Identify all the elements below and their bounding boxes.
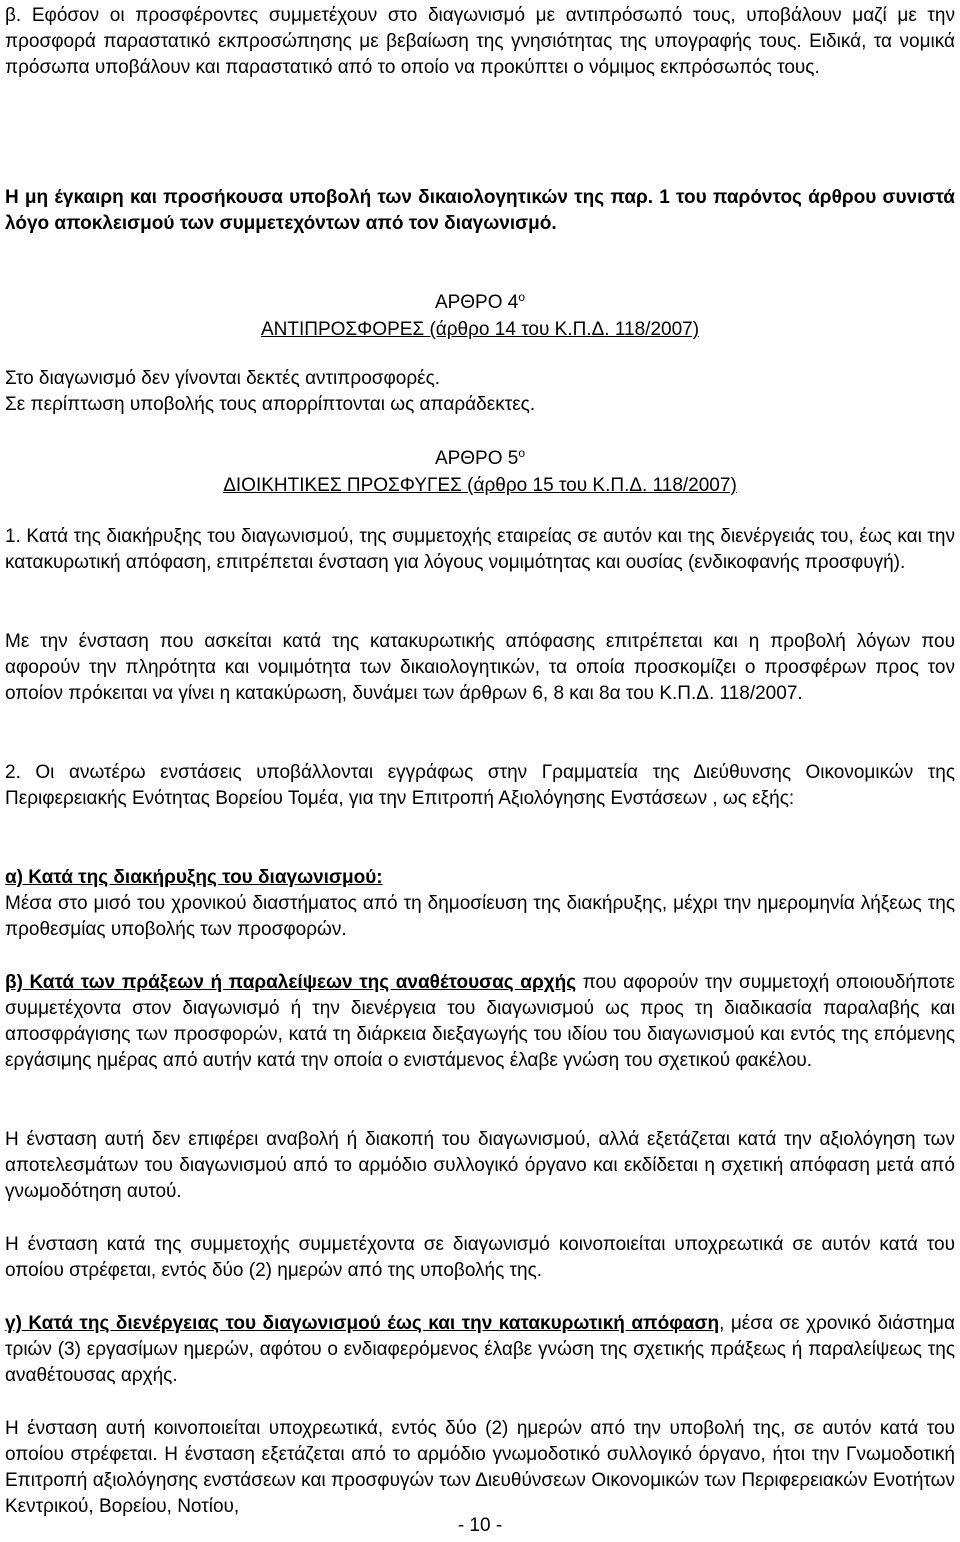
- beta-intro-paragraph: β. Εφόσον οι προσφέροντες συμμετέχουν στο διαγωνισμό με αντιπρόσωπό τους, υποβάλουν μαζί με την προσφορά παραστατικό εκπροσώπησης με βεβαίωση της γνησιότητας της υπογραφής τους. Ειδικά, τα νομικά πρόσωπα υποβάλουν και παραστατικό από το οποίο να προκύπτει ο νόμιμος εκπρόσωπός τους.: [5, 5, 955, 78]
- section-a-title: α) Κατά της διακήρυξης του διαγωνισμού:: [5, 867, 383, 888]
- section-b-paragraph-2: Η ένσταση αυτή δεν επιφέρει αναβολή ή διακοπή του διαγωνισμού, αλλά εξετάζεται κατά την αξιολόγηση των αποτελεσμάτων του διαγωνισμού από το αρμόδιο συλλογικό όργανο και εκδίδεται η σχετική απόφαση μετά από γνωμοδότηση αυτού.: [5, 1129, 955, 1202]
- article-5-ordinal: ο: [518, 446, 526, 460]
- article-5-subtitle: ΔΙΟΙΚΗΤΙΚΕΣ ΠΡΟΣΦΥΓΕΣ (άρθρο 15 του Κ.Π.Δ. 118/2007): [223, 475, 737, 496]
- article-4-ordinal: ο: [518, 290, 526, 304]
- section-a-text: Μέσα στο μισό του χρονικού διαστήματος από τη δημοσίευση της διακήρυξης, μέχρι την ημερομηνία λήξεως της προθεσμίας υποβολής των προσφορών.: [5, 893, 955, 940]
- exclusion-notice: Η μη έγκαιρη και προσήκουσα υποβολή των δικαιολογητικών της παρ. 1 του παρόντος άρθρου συνιστά λόγο αποκλεισμού των συμμετεχόντων από τον διαγωνισμό.: [5, 187, 955, 234]
- section-b-paragraph-3: Η ένσταση κατά της συμμετοχής συμμετέχοντα σε διαγωνισμό κοινοποιείται υποχρεωτικά σε αυτόν κατά του οποίου στρέφεται, εντός δύο (2) ημερών από της υποβολής της.: [5, 1234, 955, 1281]
- article-5-title: ΑΡΘΡΟ 5: [434, 448, 519, 469]
- page-number: - 10 -: [457, 1515, 503, 1536]
- section-c-paragraph: [5, 1311, 955, 1389]
- article-5-paragraph-3: 2. Οι ανωτέρω ενστάσεις υποβάλλονται εγγράφως στην Γραμματεία της Διεύθυνσης Οικονομικών της Περιφερειακής Ενότητας Βορείου Τομέα, για την Επιτροπή Αξιολόγησης Ενστάσεων , ως εξής:: [5, 762, 955, 809]
- section-c-text: , μέσα σε χρονικό διάστημα τριών (3) εργασίμων ημερών, αφότου ο ενδιαφερόμενος έλαβε γνώση της σχετικής πράξεως ή παραλείψεως της αναθέτουσας αρχής.: [5, 1313, 955, 1386]
- article-4-line-1: Στο διαγωνισμό δεν γίνονται δεκτές αντιπροσφορές.: [5, 368, 441, 389]
- article-4-line-2: Σε περίπτωση υποβολής τους απορρίπτονται ως απαράδεκτες.: [5, 394, 536, 415]
- section-b-paragraph: [5, 970, 955, 1074]
- article-4-subtitle: ΑΝΤΙΠΡΟΣΦΟΡΕΣ (άρθρο 14 του Κ.Π.Δ. 118/2007): [260, 319, 700, 340]
- article-5-paragraph-2: Με την ένσταση που ασκείται κατά της κατακυρωτικής απόφασης επιτρέπεται και η προβολή λόγων που αφορούν την πληρότητα και νομιμότητα των δικαιολογητικών, τα οποία προσκομίζει ο προσφέρων προς τον οποίον πρόκειται να γίνει η κατακύρωση, δυνάμει των άρθρων 6, 8 και 8α του Κ.Π.Δ. 118/2007.: [5, 631, 955, 704]
- section-b-title: β) Κατά των πράξεων ή παραλείψεων της αναθέτουσας αρχής: [5, 972, 577, 993]
- article-5-heading: [5, 446, 955, 499]
- article-5-paragraph-1: 1. Κατά της διακήρυξης του διαγωνισμού, της συμμετοχής εταιρείας σε αυτόν και της διενέργειάς του, έως και την κατακυρωτική απόφαση, επιτρέπεται ένσταση για λόγους νομιμότητας και ουσίας (ενδικοφανής προσφυγή).: [5, 526, 955, 573]
- article-4-heading: [5, 290, 955, 343]
- article-4-title: ΑΡΘΡΟ 4: [434, 292, 519, 313]
- section-c-title: γ) Κατά της διενέργειας του διαγωνισμού έως και την κατακυρωτική απόφαση: [5, 1313, 720, 1334]
- section-b-text: που αφορούν την συμμετοχή οποιουδήποτε συμμετέχοντα στον διαγωνισμό ή την διενέργεια του διαγωνισμού ως προς τη διαδικασία παραλαβής και αποσφράγισης των προσφορών, κατά τη διάρκεια διεξαγωγής του ιδίου του διαγωνισμού και εντός της επόμενης εργάσιμης ημέρας από αυτήν κατά την οποία ο ενιστάμενος έλαβε γνώση του σχετικού φακέλου.: [5, 972, 956, 1071]
- section-c-paragraph-2: Η ένσταση αυτή κοινοποιείται υποχρεωτικά, εντός δύο (2) ημερών από την υποβολή της, σε αυτόν κατά του οποίου στρέφεται. Η ένσταση εξετάζεται από το αρμόδιο γνωμοδοτικό συλλογικό όργανο, ήτοι την Γνωμοδοτική Επιτροπή αξιολόγησης ενστάσεων και προσφυγών των Διευθύνσεων Οικονομικών των Περιφερειακών Ενοτήτων Κεντρικού, Βορείου, Νοτίου,: [5, 1418, 955, 1517]
